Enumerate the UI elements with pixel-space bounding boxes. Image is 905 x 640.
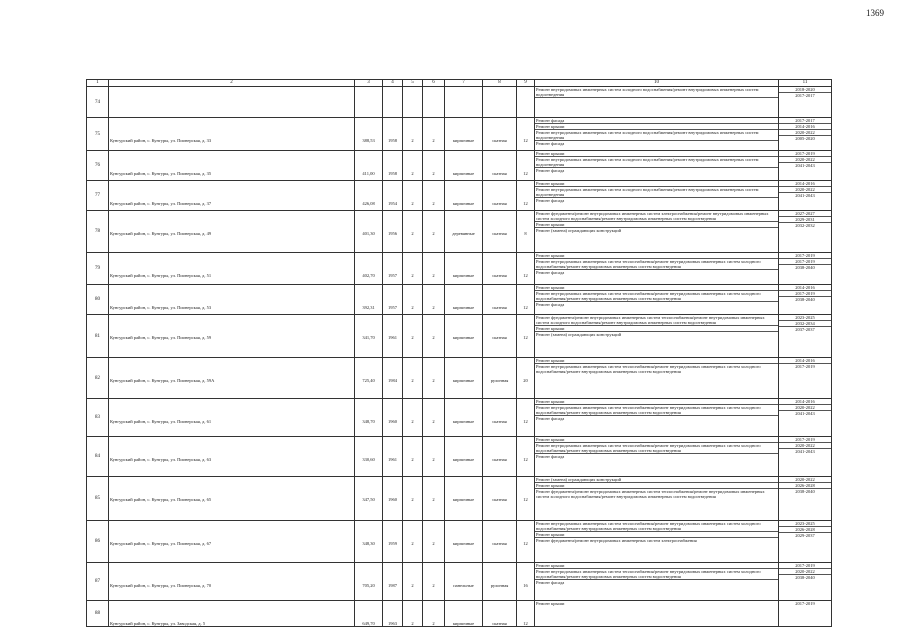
work-item: Ремонт внутридомовых инженерных систем холодного водоснабжения/ремонт внутридомовых инженерных систем водоотведения <box>535 187 778 198</box>
work-years: 2020-2022 <box>779 569 831 575</box>
cell-area: 401,30 <box>355 211 383 253</box>
table-row <box>87 253 832 285</box>
cell-apartments: 12 <box>517 477 535 521</box>
column-number: 2 <box>109 80 355 87</box>
work-years: 2014-2016 <box>779 399 831 405</box>
cell-works <box>535 399 779 437</box>
cell-years <box>779 601 832 627</box>
work-item: Ремонт внутридомовых инженерных систем теплоснабжения/ремонт внутридомовых инженерных систем холодного водоснабжения/ремонт внутридомовых инженерных систем водоотведения <box>535 291 778 302</box>
cell-entrances: 2 <box>423 477 445 521</box>
cell-address: Кунгурский район, с. Кунгуры, ул. Пионерская, д. 65 <box>109 477 355 521</box>
cell-address: Кунгурский район, с. Кунгуры, ул. Пионерская, д. 33 <box>109 118 355 151</box>
work-years: 2041-2043 <box>795 449 815 454</box>
work-years: 2041-2043 <box>795 163 815 168</box>
work-item: Ремонт фасада <box>536 270 565 275</box>
cell-area: 348,70 <box>355 399 383 437</box>
cell-years <box>779 315 832 358</box>
work-years: 2014-2016 <box>779 358 831 364</box>
cell-area: 348,30 <box>355 521 383 563</box>
cell-wall: деревянные <box>445 211 483 253</box>
work-item: Ремонт внутридомовых инженерных систем теплоснабжения/ремонт внутридомовых инженерных систем холодного водоснабжения/ремонт внутридомовых инженерных систем водоотведения <box>535 521 778 532</box>
cell-floors: 2 <box>403 601 423 627</box>
work-years: 2037-2037 <box>795 327 815 332</box>
table-row <box>87 563 832 601</box>
work-years: 2014-2016 <box>779 285 831 291</box>
work-years: 2017-2019 <box>779 253 831 259</box>
cell-floors: 2 <box>403 151 423 181</box>
cell-year: 1958 <box>383 118 403 151</box>
cell-roof: скатная <box>483 437 517 477</box>
cell-floors: 2 <box>403 437 423 477</box>
cell-works <box>535 87 779 118</box>
cell-roof <box>483 87 517 118</box>
cell-address: Кунгурский район, с. Кунгуры, ул. Пионерская, д. 63 <box>109 437 355 477</box>
table-row <box>87 315 832 358</box>
work-item: Ремонт фасада <box>536 580 565 585</box>
work-item: Ремонт фундамента/ремонт внутридомовых инженерных систем теплоснабжения/ремонт внутридомовых инженерных систем холодного водоснабжения/ремонт внутридомовых инженерных систем водоотведения <box>536 489 765 499</box>
work-years: 2020-2022 <box>779 477 831 483</box>
cell-works <box>535 477 779 521</box>
cell-apartments: 12 <box>517 601 535 627</box>
work-item: Ремонт внутридомовых инженерных систем холодного водоснабжения/ремонт внутридомовых инженерных систем водоотведения <box>535 130 778 141</box>
row-number: 87 <box>87 563 109 601</box>
row-number: 86 <box>87 521 109 563</box>
work-item: Ремонт крыши <box>535 222 778 228</box>
cell-entrances: 2 <box>423 118 445 151</box>
work-item: Ремонт фасада <box>536 168 565 173</box>
column-number: 7 <box>445 80 483 87</box>
work-years: 2017-2019 <box>795 364 815 369</box>
work-item: Ремонт крыши <box>536 601 565 606</box>
cell-apartments: 12 <box>517 315 535 358</box>
cell-apartments: 12 <box>517 399 535 437</box>
work-years: 2017-2019 <box>795 601 815 606</box>
column-number: 4 <box>383 80 403 87</box>
work-item: Ремонт крыши <box>535 399 778 405</box>
work-years: 2020-2022 <box>779 187 831 193</box>
cell-works <box>535 285 779 315</box>
cell-apartments: 12 <box>517 118 535 151</box>
work-years: 2018-2020 <box>779 87 831 93</box>
table-row <box>87 211 832 253</box>
cell-works <box>535 151 779 181</box>
table-row <box>87 477 832 521</box>
cell-apartments: 8 <box>517 211 535 253</box>
page-number: 1369 <box>866 8 884 18</box>
cell-year: 1957 <box>383 285 403 315</box>
cell-year: 1984 <box>383 358 403 399</box>
work-item: Ремонт крыши <box>535 285 778 291</box>
work-years: 2017-2019 <box>779 437 831 443</box>
cell-wall: кирпичные <box>445 118 483 151</box>
work-years: 2023-2025 <box>779 521 831 527</box>
work-years: 2014-2016 <box>779 124 831 130</box>
cell-year: 1961 <box>383 437 403 477</box>
cell-address: Кунгурский район, с. Кунгуры, ул. Пионерская, д. 61 <box>109 399 355 437</box>
work-years: 2041-2043 <box>795 193 815 198</box>
row-number: 80 <box>87 285 109 315</box>
column-number: 5 <box>403 80 423 87</box>
work-years: 2020-2022 <box>779 443 831 449</box>
cell-floors <box>403 87 423 118</box>
cell-year: 1954 <box>383 181 403 211</box>
cell-years <box>779 521 832 563</box>
cell-apartments: 12 <box>517 181 535 211</box>
cell-wall: кирпичные <box>445 253 483 285</box>
work-item: Ремонт внутридомовых инженерных систем холодного водоснабжения/ремонт внутридомовых инженерных систем водоотведения <box>535 157 778 168</box>
row-number: 83 <box>87 399 109 437</box>
cell-wall: кирпичные <box>445 358 483 399</box>
column-number: 11 <box>779 80 832 87</box>
cell-area: 347,50 <box>355 477 383 521</box>
work-years: 2017-2019 <box>779 151 831 157</box>
cell-years <box>779 477 832 521</box>
work-item: Ремонт крыши <box>535 483 778 489</box>
cell-entrances: 2 <box>423 181 445 211</box>
cell-wall <box>445 87 483 118</box>
cell-entrances <box>423 87 445 118</box>
cell-roof: скатная <box>483 151 517 181</box>
cell-wall: кирпичные <box>445 601 483 627</box>
cell-floors: 2 <box>403 358 423 399</box>
work-item: Ремонт внутридомовых инженерных систем теплоснабжения/ремонт внутридомовых инженерных систем холодного водоснабжения/ремонт внутридомовых инженерных систем водоотведения <box>535 259 778 270</box>
cell-entrances: 2 <box>423 211 445 253</box>
cell-area: 330,60 <box>355 437 383 477</box>
row-number: 74 <box>87 87 109 118</box>
cell-works <box>535 211 779 253</box>
work-years: 2026-2028 <box>779 527 831 533</box>
work-years: 2038-2040 <box>795 297 815 302</box>
cell-entrances: 2 <box>423 437 445 477</box>
work-item: Ремонт (замена) ограждающих конструкций <box>536 228 622 233</box>
cell-apartments: 20 <box>517 358 535 399</box>
work-item: Ремонт крыши <box>535 253 778 259</box>
cell-year: 1960 <box>383 399 403 437</box>
work-years: 2038-2040 <box>795 265 815 270</box>
cell-apartments: 16 <box>517 563 535 601</box>
cell-area: 649,70 <box>355 601 383 627</box>
cell-floors: 2 <box>403 211 423 253</box>
cell-entrances: 2 <box>423 563 445 601</box>
cell-works <box>535 315 779 358</box>
cell-area: 411,00 <box>355 151 383 181</box>
work-years: 2017-2019 <box>779 563 831 569</box>
cell-roof: рулонная <box>483 358 517 399</box>
cell-area: 388,53 <box>355 118 383 151</box>
cell-year: 1959 <box>383 521 403 563</box>
work-item: Ремонт крыши <box>535 358 778 364</box>
work-item: Ремонт фундамента/ремонт внутридомовых инженерных систем электроснабжения/ремонт внутридомовых инженерных систем холодного водоснабжения/ремонт внутридомовых инженерных систем водоотведения <box>535 211 778 222</box>
work-years: 2029-2037 <box>795 533 815 538</box>
work-years: 2038-2040 <box>795 489 815 494</box>
column-number: 6 <box>423 80 445 87</box>
cell-entrances: 2 <box>423 151 445 181</box>
cell-floors: 2 <box>403 181 423 211</box>
cell-area: 426,08 <box>355 181 383 211</box>
work-item: Ремонт внутридомовых инженерных систем теплоснабжения/ремонт внутридомовых инженерных систем холодного водоснабжения/ремонт внутридомовых инженерных систем водоотведения <box>536 364 761 374</box>
cell-area <box>355 87 383 118</box>
cell-works <box>535 181 779 211</box>
cell-address: Кунгурский район, с. Кунгуры, ул. Пионерская, д. 51 <box>109 253 355 285</box>
cell-roof: скатная <box>483 118 517 151</box>
work-years: 2023-2025 <box>779 315 831 321</box>
cell-entrances: 2 <box>423 253 445 285</box>
cell-floors: 2 <box>403 477 423 521</box>
cell-years <box>779 118 832 151</box>
cell-roof: скатная <box>483 253 517 285</box>
work-item <box>535 98 778 103</box>
cell-entrances: 2 <box>423 285 445 315</box>
cell-year: 1960 <box>383 477 403 521</box>
row-number: 79 <box>87 253 109 285</box>
table-row <box>87 358 832 399</box>
cell-years <box>779 253 832 285</box>
table-row <box>87 151 832 181</box>
cell-years <box>779 87 832 118</box>
cell-floors: 2 <box>403 315 423 358</box>
cell-works <box>535 118 779 151</box>
row-number: 81 <box>87 315 109 358</box>
cell-works <box>535 437 779 477</box>
table-row <box>87 181 832 211</box>
work-years: 2005-2020 <box>795 136 815 141</box>
cell-years <box>779 151 832 181</box>
cell-wall: кирпичные <box>445 477 483 521</box>
cell-works <box>535 253 779 285</box>
cell-roof: скатная <box>483 181 517 211</box>
cell-year: 1963 <box>383 601 403 627</box>
work-years: 2027-2027 <box>779 211 831 217</box>
row-number: 78 <box>87 211 109 253</box>
work-item: Ремонт фасада <box>536 416 565 421</box>
work-item: Ремонт фундамента/ремонт внутридомовых инженерных систем электроснабжения <box>536 538 697 543</box>
work-years: 2020-2022 <box>779 405 831 411</box>
cell-year: 1987 <box>383 563 403 601</box>
cell-apartments: 12 <box>517 285 535 315</box>
work-years: 2032-2034 <box>779 321 831 327</box>
work-item: Ремонт фасада <box>536 141 565 146</box>
cell-address: Кунгурский район, с. Кунгуры, ул. Пионерская, д. 70 <box>109 563 355 601</box>
work-years: 2014-2016 <box>779 181 831 187</box>
cell-roof: скатная <box>483 601 517 627</box>
work-item: Ремонт внутридомовых инженерных систем теплоснабжения/ремонт внутридомовых инженерных систем холодного водоснабжения/ремонт внутридомовых инженерных систем водоотведения <box>535 405 778 416</box>
cell-floors: 2 <box>403 399 423 437</box>
work-item: Ремонт фундамента/ремонт внутридомовых инженерных систем теплоснабжения/ремонт внутридомовых инженерных систем холодного водоснабжения/ремонт внутридомовых инженерных систем водоотведения <box>535 315 778 326</box>
column-number-row <box>87 80 832 87</box>
work-years: 2017-2017 <box>795 93 815 98</box>
cell-apartments <box>517 87 535 118</box>
cell-entrances: 2 <box>423 521 445 563</box>
cell-year: 1958 <box>383 151 403 181</box>
work-item: Ремонт крыши <box>535 563 778 569</box>
cell-floors: 2 <box>403 285 423 315</box>
work-item: Ремонт внутридомовых инженерных систем теплоснабжения/ремонт внутридомовых инженерных систем холодного водоснабжения/ремонт внутридомовых инженерных систем водоотведения <box>535 443 778 454</box>
cell-apartments: 12 <box>517 151 535 181</box>
cell-wall: кирпичные <box>445 181 483 211</box>
cell-address: Кунгурский район, с. Кунгуры, ул. Пионерская, д. 37 <box>109 181 355 211</box>
column-number: 9 <box>517 80 535 87</box>
cell-works <box>535 601 779 627</box>
cell-area: 705,20 <box>355 563 383 601</box>
cell-address: Кунгурский район, с. Кунгуры, ул. Пионерская, д. 35 <box>109 151 355 181</box>
row-number: 84 <box>87 437 109 477</box>
cell-area: 725,40 <box>355 358 383 399</box>
cell-years <box>779 399 832 437</box>
table-row <box>87 399 832 437</box>
table-row <box>87 285 832 315</box>
table-row <box>87 437 832 477</box>
cell-wall: кирпичные <box>445 151 483 181</box>
cell-years <box>779 181 832 211</box>
work-years: 2026-2028 <box>779 483 831 489</box>
cell-roof: скатная <box>483 477 517 521</box>
work-years: 2020-2022 <box>779 130 831 136</box>
cell-entrances: 2 <box>423 315 445 358</box>
cell-year: 1961 <box>383 315 403 358</box>
work-item: Ремонт (замена) ограждающих конструкций <box>535 477 778 483</box>
work-item: Ремонт фасада <box>535 118 778 124</box>
cell-works <box>535 563 779 601</box>
cell-area: 392,31 <box>355 285 383 315</box>
cell-floors: 2 <box>403 521 423 563</box>
cell-roof: скатная <box>483 315 517 358</box>
table-row <box>87 601 832 627</box>
cell-area: 341,70 <box>355 315 383 358</box>
cell-roof: рулонная <box>483 563 517 601</box>
cell-floors: 2 <box>403 118 423 151</box>
cell-year <box>383 87 403 118</box>
cell-years <box>779 358 832 399</box>
work-years: 2041-2043 <box>795 411 815 416</box>
work-item: Ремонт крыши <box>535 124 778 130</box>
column-number: 3 <box>355 80 383 87</box>
cell-wall: кирпичные <box>445 315 483 358</box>
cell-entrances: 2 <box>423 399 445 437</box>
cell-apartments: 12 <box>517 253 535 285</box>
cell-wall: кирпичные <box>445 521 483 563</box>
cell-roof: скатная <box>483 521 517 563</box>
cell-address: Кунгурский район, с. Кунгуры, ул. Пионерская, д. 53 <box>109 285 355 315</box>
cell-floors: 2 <box>403 253 423 285</box>
cell-wall: кирпичные <box>445 399 483 437</box>
table-row <box>87 87 832 118</box>
cell-apartments: 12 <box>517 521 535 563</box>
row-number: 85 <box>87 477 109 521</box>
cell-address: Кунгурский район, с. Кунгуры, ул. Пионерская, д. 67 <box>109 521 355 563</box>
work-years: 2017-2017 <box>779 118 831 124</box>
work-item: Ремонт крыши <box>535 181 778 187</box>
cell-wall: кирпичные <box>445 437 483 477</box>
cell-address: Кунгурский район, с. Кунгуры, ул. Пионерская, д. 59А <box>109 358 355 399</box>
column-number: 10 <box>535 80 779 87</box>
column-number: 1 <box>87 80 109 87</box>
table-row <box>87 118 832 151</box>
work-years: 2020-2022 <box>779 157 831 163</box>
column-number: 8 <box>483 80 517 87</box>
work-item: Ремонт крыши <box>535 326 778 332</box>
work-years: 2032-2032 <box>795 223 815 228</box>
row-number: 75 <box>87 118 109 151</box>
cell-wall: кирпичные <box>445 285 483 315</box>
row-number: 82 <box>87 358 109 399</box>
work-years: 2029-2031 <box>779 217 831 223</box>
cell-works <box>535 358 779 399</box>
row-number: 76 <box>87 151 109 181</box>
work-years: 2017-2019 <box>779 259 831 265</box>
table-row <box>87 521 832 563</box>
work-item: Ремонт крыши <box>535 532 778 538</box>
work-item: Ремонт крыши <box>535 151 778 157</box>
work-item: Ремонт фасада <box>536 198 565 203</box>
cell-roof: скатная <box>483 211 517 253</box>
work-years: 2038-2040 <box>795 575 815 580</box>
cell-year: 1956 <box>383 211 403 253</box>
cell-years <box>779 563 832 601</box>
cell-years <box>779 285 832 315</box>
cell-address <box>109 87 355 118</box>
row-number: 88 <box>87 601 109 627</box>
work-years: 2017-2019 <box>779 291 831 297</box>
cell-floors: 2 <box>403 563 423 601</box>
cell-address: Кунгурский район, с. Кунгуры, ул. Заводская, д. 5 <box>109 601 355 627</box>
row-number: 77 <box>87 181 109 211</box>
work-item: Ремонт (замена) ограждающих конструкций <box>536 332 622 337</box>
cell-area: 402,70 <box>355 253 383 285</box>
cell-year: 1957 <box>383 253 403 285</box>
work-item: Ремонт фасада <box>536 302 565 307</box>
cell-entrances: 2 <box>423 358 445 399</box>
cell-years <box>779 437 832 477</box>
cell-address: Кунгурский район, с. Кунгуры, ул. Пионерская, д. 49 <box>109 211 355 253</box>
cell-apartments: 12 <box>517 437 535 477</box>
cell-roof: скатная <box>483 285 517 315</box>
work-item: Ремонт внутридомовых инженерных систем холодного водоснабжения/ремонт внутридомовых инженерных систем водоотведения <box>535 87 778 98</box>
capital-repair-table <box>86 79 832 627</box>
work-item: Ремонт крыши <box>535 437 778 443</box>
work-item: Ремонт фасада <box>536 454 565 459</box>
cell-roof: скатная <box>483 399 517 437</box>
cell-years <box>779 211 832 253</box>
cell-address: Кунгурский район, с. Кунгуры, ул. Пионерская, д. 59 <box>109 315 355 358</box>
cell-wall: панельные <box>445 563 483 601</box>
cell-entrances: 2 <box>423 601 445 627</box>
cell-works <box>535 521 779 563</box>
work-item: Ремонт внутридомовых инженерных систем теплоснабжения/ремонт внутридомовых инженерных систем холодного водоснабжения/ремонт внутридомовых инженерных систем водоотведения <box>535 569 778 580</box>
